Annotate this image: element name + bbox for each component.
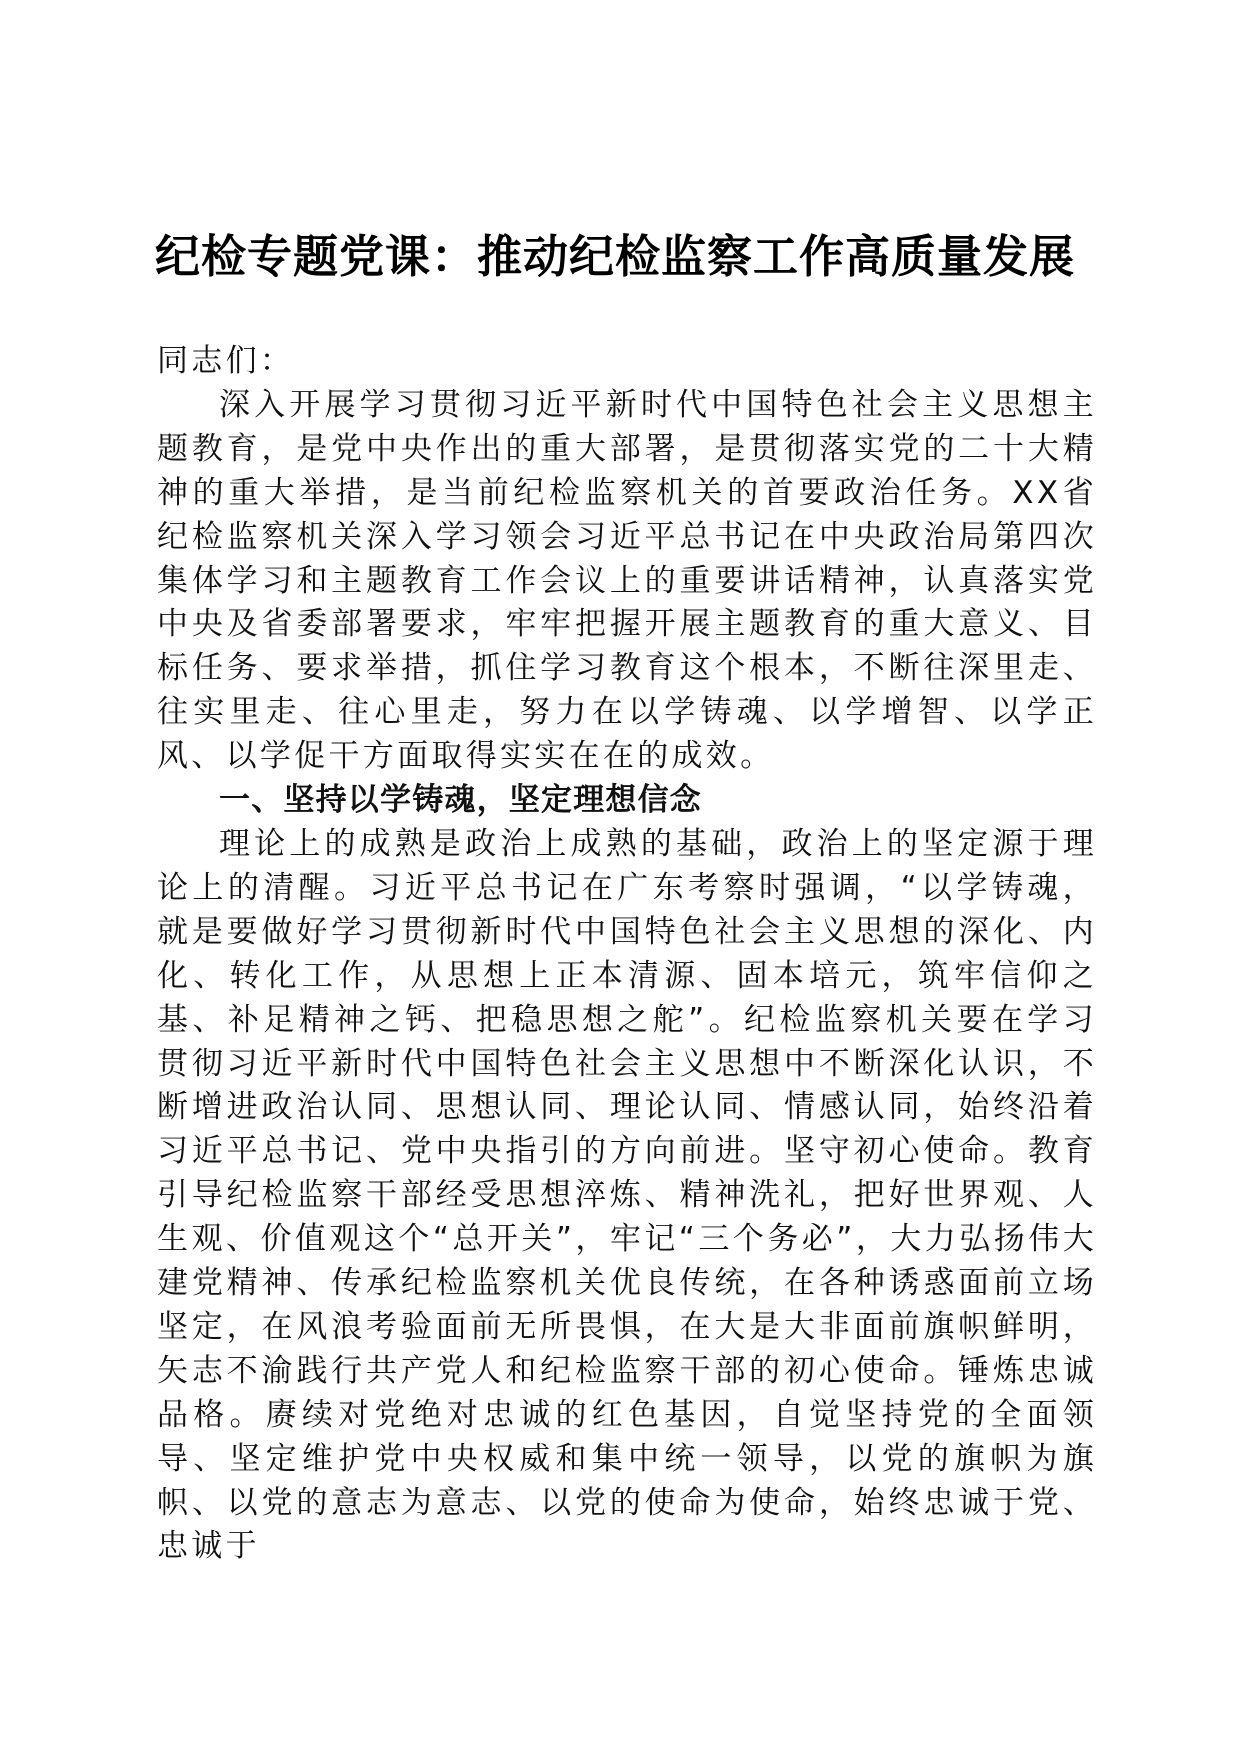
section-heading-1: 一、坚持以学铸魂，坚定理想信念 (219, 782, 702, 819)
intro-paragraph: 深入开展学习贯彻习近平新时代中国特色社会主义思想主题教育，是党中央作出的重大部署，是贯彻落实党的二十大精神的重大举措，是当前纪检监察机关的首要政治任务。XX省纪检监察机关深入学习领会习近平总书记在中央政治局第四次集体学习和主题教育工作会议上的重要讲话精神，认真落实党中央及省委部署要求，牢牢把握开展主题教育的重大意义、目标任务、要求举措，抓住学习教育这个根本，不断往深里走、往实里走、往心里走，努力在以学铸魂、以学增智、以学正风、以学促干方面取得实实在在的成效。 (157, 386, 1097, 775)
document-title: 纪检专题党课：推动纪检监察工作高质量发展 (155, 230, 1076, 283)
section-1-paragraph: 理论上的成熟是政治上成熟的基础，政治上的坚定源于理论上的清醒。习近平总书记在广东考察时强调，“以学铸魂，就是要做好学习贯彻新时代中国特色社会主义思想的深化、内化、转化工作，从思想上正本清源、固本培元，筑牢信仰之基、补足精神之钙、把稳思想之舵”。纪检监察机关要在学习贯彻习近平新时代中国特色社会主义思想中不断深化认识，不断增进政治认同、思想认同、理论认同、情感认同，始终沿着习近平总书记、党中央指引的方向前进。坚守初心使命。教育引导纪检监察干部经受思想淬炼、精神洗礼，把好世界观、人生观、价值观这个“总开关”，牢记“三个务必”，大力弘扬伟大建党精神、传承纪检监察机关优良传统，在各种诱惑面前立场坚定，在风浪考验面前无所畏惧，在大是大非面前旗帜鲜明，矢志不渝践行共产党人和纪检监察干部的初心使命。锤炼忠诚品格。赓续对党绝对忠诚的红色基因，自觉坚持党的全面领导、坚定维护党中央权威和集中统一领导，以党的旗帜为旗帜、以党的意志为意志、以党的使命为使命，始终忠诚于党、忠诚于 (157, 825, 1097, 1565)
document-body (157, 340, 1097, 1569)
salutation: 同志们： (157, 343, 295, 379)
